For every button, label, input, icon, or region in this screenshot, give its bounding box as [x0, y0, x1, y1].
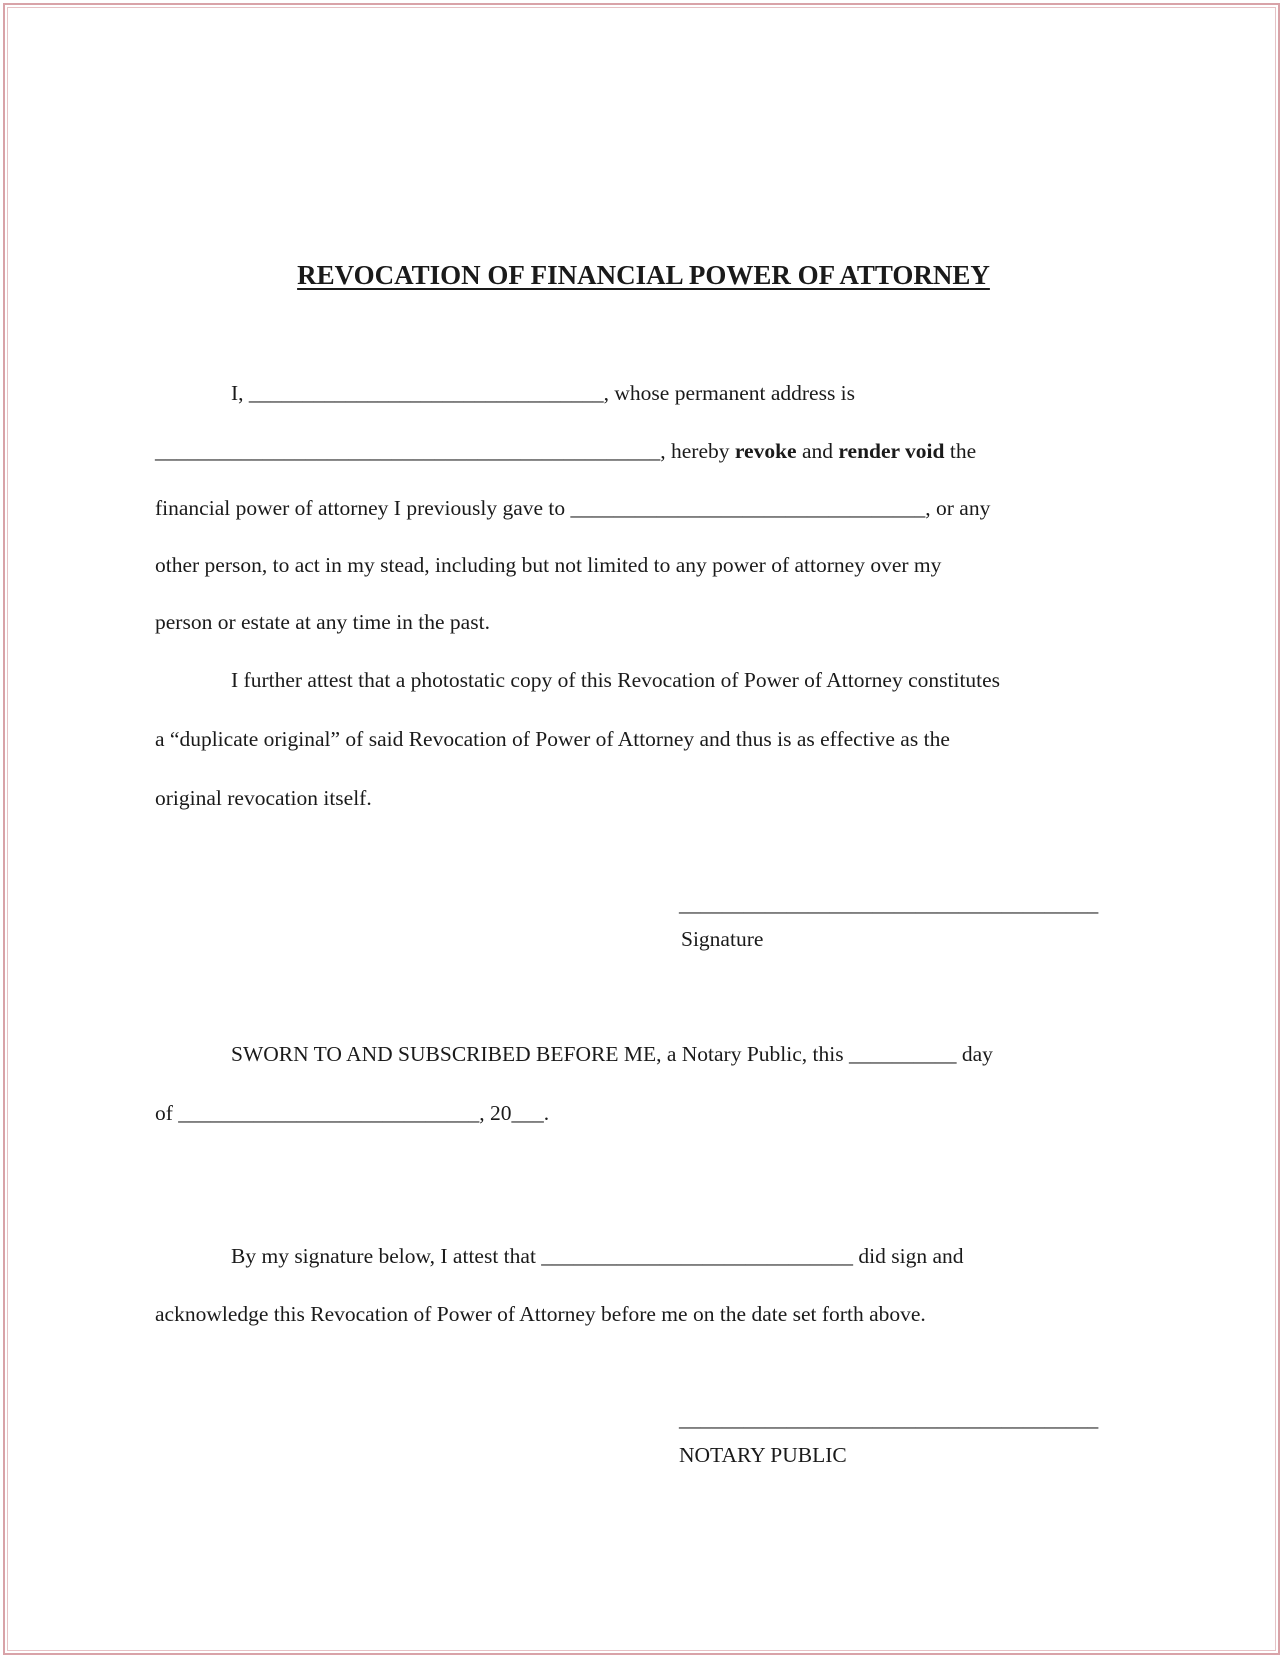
paragraph1-and: and	[796, 439, 839, 463]
sworn-line2: of ____________________________, 20___.	[155, 1101, 550, 1125]
document-title	[0, 258, 1287, 292]
render-void-emphasis: render void	[838, 439, 945, 463]
paragraph1-line5: person or estate at any time in the past.	[155, 610, 490, 634]
paragraph2-line3: original revocation itself.	[155, 786, 372, 810]
attest-line1: By my signature below, I attest that _____________________________ did sign and	[231, 1244, 964, 1268]
sworn-line1: SWORN TO AND SUBSCRIBED BEFORE ME, a Notary Public, this __________ day	[231, 1042, 993, 1066]
attest-line2: acknowledge this Revocation of Power of Attorney before me on the date set forth above.	[155, 1302, 926, 1326]
paragraph2-line2: a “duplicate original” of said Revocation of Power of Attorney and thus is as effective as the	[155, 727, 950, 751]
paragraph1-line2	[155, 437, 976, 465]
paragraph1-the: the	[944, 439, 977, 463]
paragraph1-line1: I, _________________________________, whose permanent address is	[231, 381, 856, 405]
signature-label: Signature	[681, 927, 764, 951]
revoke-emphasis: revoke	[734, 439, 797, 463]
notary-signature-line: _______________________________________	[679, 1407, 1099, 1431]
notary-label: NOTARY PUBLIC	[679, 1443, 847, 1467]
paragraph1-line3: financial power of attorney I previously gave to _________________________________, or any	[155, 496, 991, 520]
paragraph1-line4: other person, to act in my stead, including but not limited to any power of attorney over my	[155, 553, 942, 577]
paragraph2-line1: I further attest that a photostatic copy of this Revocation of Power of Attorney constitutes	[231, 668, 1001, 692]
address-blank: _______________________________________________, hereby	[155, 439, 735, 463]
document-title-text: REVOCATION OF FINANCIAL POWER OF ATTORNEY	[297, 260, 990, 290]
signature-line: _______________________________________	[679, 892, 1099, 916]
